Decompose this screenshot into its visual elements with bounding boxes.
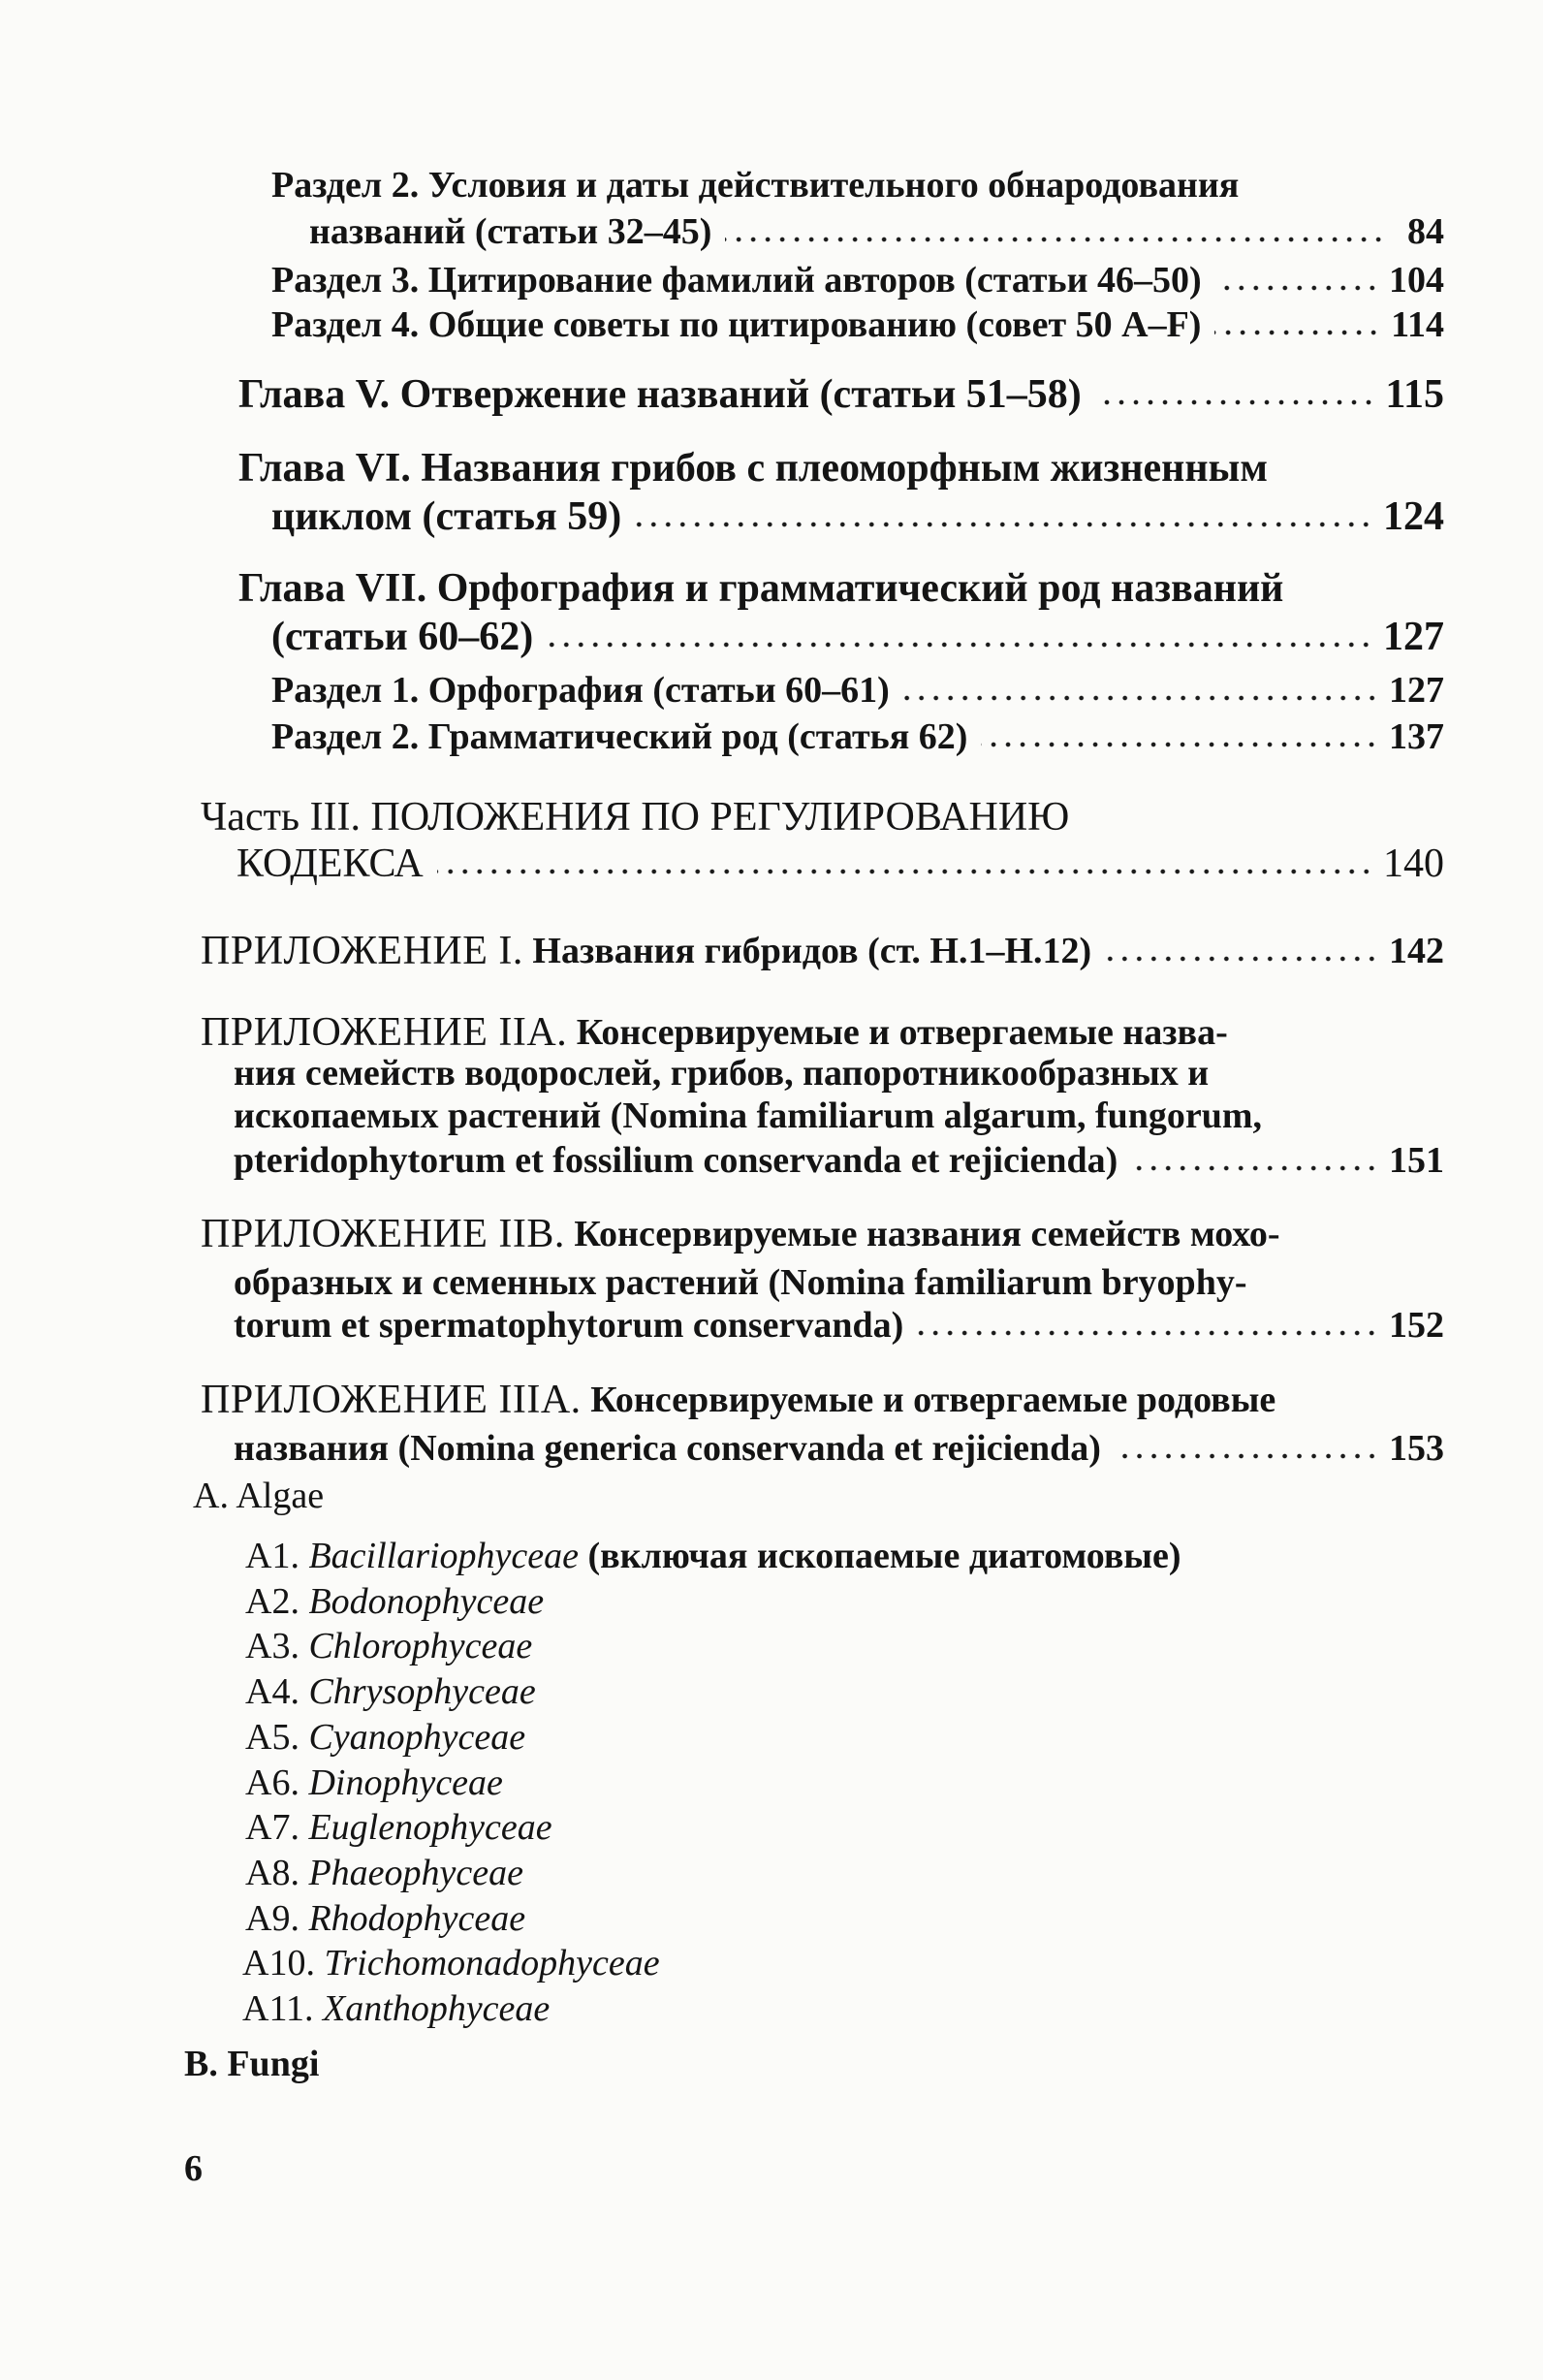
dot-leader (437, 866, 1373, 877)
entry-text: Часть III. ПОЛОЖЕНИЯ ПО РЕГУЛИРОВАНИЮ (201, 795, 1070, 840)
toc-entry-line (234, 1426, 1444, 1471)
entry-text: Глава V. Отвержение названий (статьи 51–58) (238, 372, 1082, 417)
section-fungi-title: B. Fungi (184, 2044, 320, 2084)
taxon-note: (включая ископаемые диатомовые) (587, 1536, 1181, 1576)
page-ref: 140 (1383, 841, 1444, 886)
toc-entry-line (271, 163, 1239, 207)
appendix-heading: ПРИЛОЖЕНИЕ IIB. (201, 1212, 565, 1256)
appendix-heading: ПРИЛОЖЕНИЕ IIA. (201, 1010, 568, 1055)
toc-entry-line (234, 1094, 1262, 1138)
taxon-name: Dinophyceae (308, 1761, 503, 1803)
toc-entry-line (271, 714, 1444, 759)
dot-leader (1115, 1450, 1379, 1462)
dot-leader (1131, 1162, 1379, 1174)
algae-item (245, 1715, 525, 1760)
entry-text: pteridophytorum et fossilium conservanda et rejicienda) (234, 1140, 1118, 1181)
algae-item (242, 1941, 660, 1985)
algae-code: A2. (245, 1580, 299, 1622)
page-ref: 127 (1389, 670, 1444, 711)
toc-entry-line (271, 494, 1444, 539)
toc-entry-line (201, 795, 1069, 840)
algae-item (242, 1986, 550, 2031)
algae-item (245, 1579, 544, 1624)
taxon-name: Bodonophyceae (308, 1580, 545, 1622)
toc-entry-line (234, 1138, 1444, 1183)
toc-entry-line (201, 1212, 1280, 1256)
page-ref: 151 (1389, 1140, 1444, 1181)
entry-text: ископаемых растений (Nomina familiarum algarum, fungorum, (234, 1095, 1263, 1136)
page-number: 6 (184, 2148, 203, 2189)
toc-entry-line (271, 302, 1444, 347)
toc-entry-line (201, 929, 1444, 973)
page-ref: 127 (1383, 615, 1444, 659)
entry-text: Названия гибридов (ст. H.1–H.12) (532, 931, 1092, 971)
toc-entry-line (238, 446, 1268, 491)
taxon-name: Xanthophyceae (323, 1988, 551, 2029)
taxon-name: Cyanophyceae (308, 1716, 526, 1758)
entry-text: КОДЕКСА (236, 841, 424, 886)
algae-code: A5. (245, 1716, 299, 1758)
dot-leader (1095, 397, 1376, 408)
algae-code: A9. (245, 1897, 299, 1939)
algae-code: A3. (245, 1626, 299, 1667)
toc-entry-line (236, 841, 1444, 886)
toc-entry-line (201, 1010, 1228, 1055)
algae-item (245, 1761, 503, 1805)
entry-text: Глава VI. Названия грибов с плеоморфным жизненным (238, 446, 1268, 491)
page-ref: 153 (1389, 1428, 1444, 1469)
toc-entry-line (201, 1378, 1275, 1422)
algae-item (245, 1669, 536, 1714)
entry-text: Глава VII. Орфография и грамматический род названий (238, 566, 1284, 611)
toc-entry-line (271, 615, 1444, 659)
toc-entry-line (234, 1303, 1444, 1348)
taxon-name: Chlorophyceae (308, 1626, 533, 1667)
algae-code: A4. (245, 1671, 299, 1713)
page-ref: 152 (1389, 1305, 1444, 1346)
entry-text: циклом (статья 59) (271, 494, 622, 539)
entry-text: Консервируемые и отвергаемые родовые (590, 1380, 1276, 1420)
taxon-name: Trichomonadophyceae (324, 1943, 660, 1984)
entry-text: названий (статьи 32–45) (309, 211, 712, 252)
taxon-name: Phaeophyceae (308, 1852, 523, 1893)
entry-text: torum et spermatophytorum conservanda) (234, 1305, 904, 1346)
algae-code: A6. (245, 1761, 299, 1803)
taxon-name: Rhodophyceae (308, 1897, 526, 1939)
toc-entry-line (271, 668, 1444, 713)
dot-leader (981, 739, 1379, 750)
page-ref: 84 (1407, 211, 1444, 252)
toc-entry-line (234, 1051, 1209, 1095)
page-ref: 104 (1389, 260, 1444, 301)
entry-text: Раздел 1. Орфография (статьи 60–61) (271, 670, 890, 711)
algae-item (245, 1624, 532, 1668)
page-ref: 142 (1389, 931, 1444, 971)
taxon-name: Chrysophyceae (308, 1671, 536, 1713)
entry-text: (статьи 60–62) (271, 615, 534, 659)
toc-entry-line (271, 258, 1444, 302)
taxon-name: Bacillariophyceae (308, 1536, 580, 1576)
entry-text: образных и семенных растений (Nomina familiarum bryophy- (234, 1262, 1247, 1303)
dot-leader (635, 519, 1373, 530)
toc-entry-line (238, 372, 1444, 417)
taxon-name: Euglenophyceae (308, 1807, 552, 1849)
entry-text: ния семейств водорослей, грибов, папоротникообразных и (234, 1053, 1210, 1094)
appendix-heading: ПРИЛОЖЕНИЕ I. (201, 929, 523, 973)
algae-code: A7. (245, 1807, 299, 1849)
page-ref: 114 (1391, 304, 1444, 345)
dot-leader (725, 234, 1386, 245)
entry-text: Консервируемые названия семейств мохо- (574, 1214, 1280, 1254)
toc-entry-line (238, 566, 1283, 611)
entry-text: Раздел 2. Грамматический род (статья 62) (271, 716, 968, 757)
appendix-heading: ПРИЛОЖЕНИЕ IIIA. (201, 1378, 582, 1422)
entry-text: Консервируемые и отвергаемые назва- (576, 1012, 1228, 1053)
algae-code: A8. (245, 1852, 299, 1893)
algae-item (245, 1805, 552, 1850)
section-algae-title: A. Algae (193, 1476, 325, 1516)
dot-leader (917, 1327, 1379, 1339)
page-ref: 124 (1383, 494, 1444, 539)
algae-code: A10. (242, 1943, 315, 1984)
dot-leader (1215, 282, 1379, 294)
dot-leader (1214, 327, 1381, 338)
algae-code: A1. (245, 1536, 299, 1576)
dot-leader (547, 639, 1373, 651)
toc-entry-line (309, 209, 1444, 254)
algae-item (245, 1851, 523, 1895)
page-ref: 137 (1389, 716, 1444, 757)
entry-text: Раздел 4. Общие советы по цитированию (совет 50 A–F) (271, 304, 1202, 345)
page-ref: 115 (1385, 372, 1444, 417)
entry-text: Раздел 3. Цитирование фамилий авторов (статьи 46–50) (271, 260, 1202, 301)
dot-leader (1105, 953, 1379, 965)
entry-text: названия (Nomina generica conservanda et rejicienda) (234, 1428, 1101, 1469)
dot-leader (903, 692, 1379, 704)
toc-entry-line (234, 1260, 1246, 1305)
algae-code: A11. (242, 1988, 314, 2029)
algae-item (245, 1534, 1181, 1578)
entry-text: Раздел 2. Условия и даты действительного обнародования (271, 165, 1240, 206)
algae-item (245, 1896, 525, 1941)
